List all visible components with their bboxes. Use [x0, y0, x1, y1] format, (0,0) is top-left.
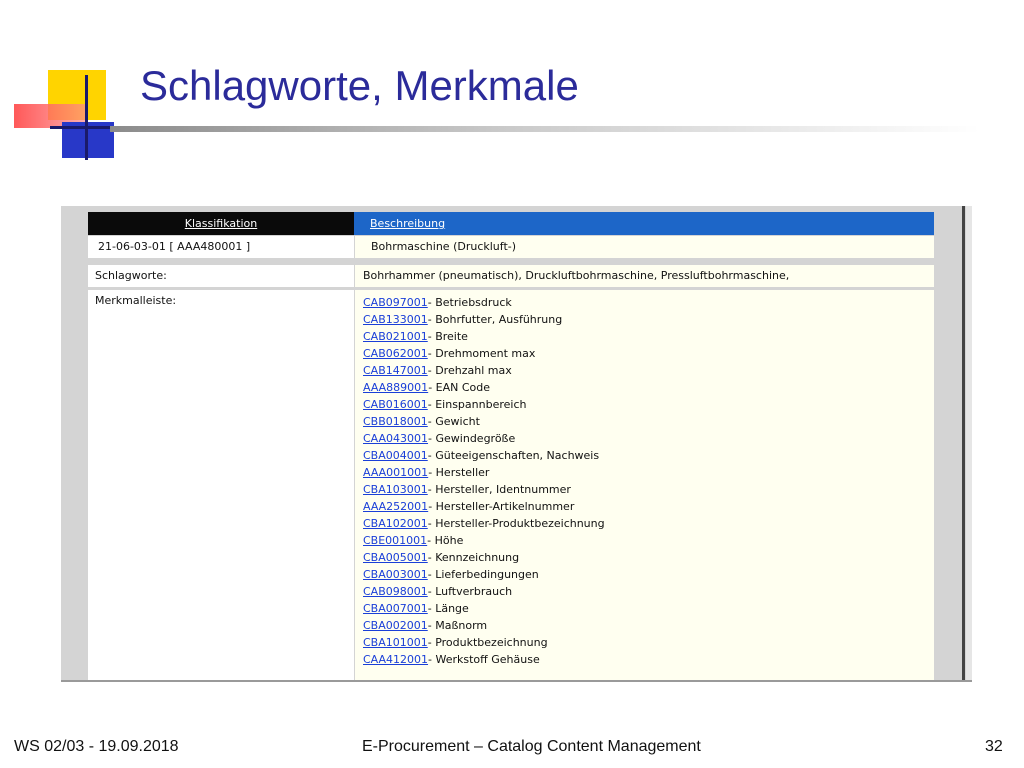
- feature-name: - Breite: [427, 330, 468, 343]
- feature-item: [363, 481, 605, 498]
- feature-item: [363, 413, 605, 430]
- table-header: [88, 212, 934, 235]
- feature-name: - Betriebsdruck: [427, 296, 512, 309]
- classification-description-cell: [355, 236, 934, 258]
- decor-vertical-line: [85, 75, 88, 160]
- classification-code-cell: [88, 236, 354, 258]
- header-klassifikation-link[interactable]: Klassifikation: [88, 212, 354, 235]
- features-list-cell: [355, 290, 934, 680]
- feature-name: - Produktbezeichnung: [427, 636, 548, 649]
- footer-title: E-Procurement – Catalog Content Management: [362, 738, 701, 755]
- feature-name: - Maßnorm: [427, 619, 488, 632]
- keywords-value-cell: [355, 265, 934, 287]
- header-beschreibung-link[interactable]: Beschreibung: [370, 217, 446, 230]
- feature-code-link[interactable]: CAB098001: [363, 585, 428, 598]
- feature-name: - Hersteller-Artikelnummer: [428, 500, 575, 513]
- feature-name: - Werkstoff Gehäuse: [428, 653, 540, 666]
- feature-item: [363, 634, 605, 651]
- footer-date: WS 02/03 - 19.09.2018: [14, 738, 179, 755]
- feature-code-link[interactable]: CBA102001: [363, 517, 428, 530]
- header-beschreibung-cell: [354, 212, 934, 235]
- feature-name: - Drehzahl max: [427, 364, 512, 377]
- feature-item: [363, 617, 605, 634]
- feature-name: - Länge: [427, 602, 469, 615]
- feature-name: - Drehmoment max: [427, 347, 536, 360]
- feature-code-link[interactable]: CBA002001: [363, 619, 428, 632]
- feature-item: [363, 362, 605, 379]
- feature-item: [363, 583, 605, 600]
- title-rule: [110, 126, 980, 132]
- features-row: [88, 290, 934, 680]
- feature-name: - Gewindegröße: [428, 432, 516, 445]
- feature-item: [363, 328, 605, 345]
- feature-code-link[interactable]: CAB097001: [363, 296, 428, 309]
- feature-name: - Kennzeichnung: [427, 551, 520, 564]
- feature-item: [363, 294, 605, 311]
- slide-title: Schlagworte, Merkmale: [140, 62, 579, 109]
- feature-item: [363, 345, 605, 362]
- classification-code: 21-06-03-01 [ AAA480001 ]: [98, 240, 251, 253]
- feature-code-link[interactable]: CAA412001: [363, 653, 429, 666]
- feature-item: [363, 600, 605, 617]
- classification-description: Bohrmaschine (Druckluft-): [371, 240, 517, 253]
- feature-code-link[interactable]: CAB016001: [363, 398, 428, 411]
- keywords-value: Bohrhammer (pneumatisch), Druckluftbohrmaschine, Pressluftbohrmaschine,: [363, 269, 790, 282]
- feature-code-link[interactable]: CBA007001: [363, 602, 428, 615]
- feature-name: - Einspannbereich: [427, 398, 527, 411]
- catalog-screenshot: [61, 206, 972, 682]
- feature-name: - Güteeigenschaften, Nachweis: [427, 449, 600, 462]
- keywords-label: Schlagworte:: [95, 269, 167, 282]
- feature-item: [363, 515, 605, 532]
- feature-code-link[interactable]: CAB147001: [363, 364, 428, 377]
- features-label-cell: [88, 290, 354, 680]
- feature-item: [363, 464, 605, 481]
- feature-code-link[interactable]: CBA003001: [363, 568, 428, 581]
- feature-code-link[interactable]: CBA004001: [363, 449, 428, 462]
- feature-code-link[interactable]: CAB021001: [363, 330, 428, 343]
- feature-code-link[interactable]: CBA103001: [363, 483, 428, 496]
- feature-name: - Gewicht: [427, 415, 480, 428]
- feature-name: - Hersteller: [428, 466, 490, 479]
- feature-name: - Höhe: [427, 534, 464, 547]
- feature-item: [363, 430, 605, 447]
- feature-item: [363, 379, 605, 396]
- feature-item: [363, 396, 605, 413]
- feature-name: - EAN Code: [428, 381, 491, 394]
- feature-code-link[interactable]: AAA252001: [363, 500, 429, 513]
- feature-code-link[interactable]: CAA043001: [363, 432, 429, 445]
- feature-name: - Hersteller-Produktbezeichnung: [427, 517, 605, 530]
- feature-item: [363, 447, 605, 464]
- feature-name: - Luftverbrauch: [427, 585, 513, 598]
- feature-code-link[interactable]: CBE001001: [363, 534, 428, 547]
- feature-code-link[interactable]: AAA889001: [363, 381, 429, 394]
- feature-item: [363, 651, 605, 668]
- keywords-label-cell: [88, 265, 354, 287]
- feature-code-link[interactable]: CBA101001: [363, 636, 428, 649]
- right-edge: [966, 206, 972, 680]
- feature-item: [363, 566, 605, 583]
- features-label: Merkmalleiste:: [95, 294, 177, 307]
- feature-name: - Bohrfutter, Ausführung: [427, 313, 563, 326]
- feature-item: [363, 311, 605, 328]
- feature-item: [363, 532, 605, 549]
- keywords-row: [88, 265, 934, 287]
- feature-item: [363, 498, 605, 515]
- feature-item: [363, 549, 605, 566]
- feature-code-link[interactable]: CAB062001: [363, 347, 428, 360]
- feature-name: - Lieferbedingungen: [427, 568, 539, 581]
- feature-code-link[interactable]: AAA001001: [363, 466, 429, 479]
- page-number: 32: [985, 738, 1003, 755]
- feature-code-link[interactable]: CAB133001: [363, 313, 428, 326]
- feature-code-link[interactable]: CBB018001: [363, 415, 428, 428]
- classification-row: [88, 236, 934, 258]
- features-list: [363, 294, 605, 668]
- right-edge-line: [962, 206, 965, 680]
- feature-name: - Hersteller, Identnummer: [427, 483, 571, 496]
- feature-code-link[interactable]: CBA005001: [363, 551, 428, 564]
